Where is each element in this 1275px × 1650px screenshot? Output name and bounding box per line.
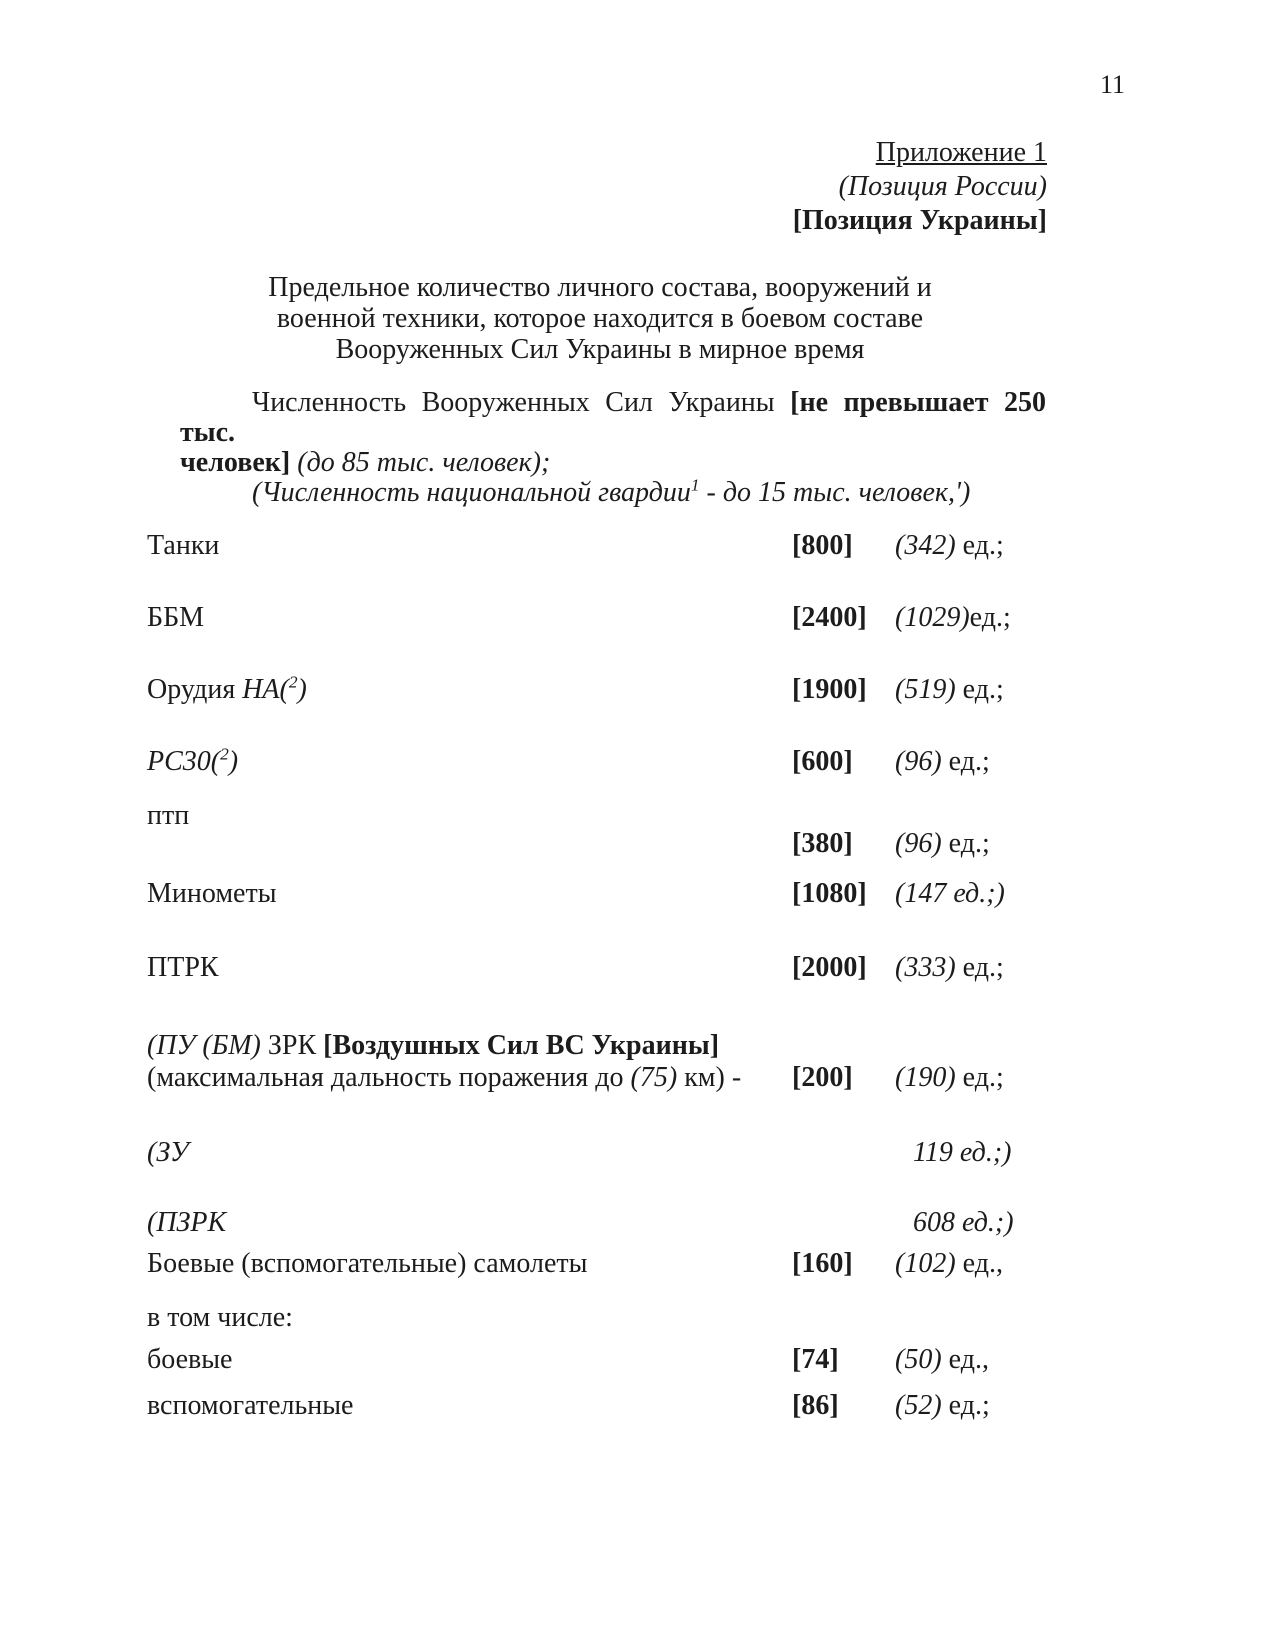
document-title-line1: Предельное количество личного состава, вооружений и <box>268 272 932 303</box>
ukraine-bracket-value: [2000] <box>792 952 867 983</box>
equipment-label: (ПЗРК <box>147 1207 227 1238</box>
equipment-label: (максимальная дальность поражения до (75) км) - <box>147 1062 742 1093</box>
equipment-row-tanks <box>147 530 1275 566</box>
equipment-label: Орудия НА($^2$) <box>147 672 307 705</box>
personnel-limit-bold-2: человек] <box>180 447 291 478</box>
russia-paren-value: (342) ед.; <box>895 530 1004 561</box>
equipment-label: Минометы <box>147 878 277 909</box>
russia-paren-value: (147 ед.;) <box>895 878 1005 909</box>
ukraine-bracket-value: [1900] <box>792 674 867 705</box>
personnel-paragraph <box>180 388 1046 508</box>
equipment-label: (ПУ (БМ) ЗРК [Воздушных Сил ВС Украины] <box>147 1030 720 1061</box>
equipment-row-combat-aircraft <box>147 1344 1275 1380</box>
equipment-label: (ЗУ <box>147 1137 189 1168</box>
ukraine-bracket-value: [380] <box>792 828 853 859</box>
annex-header <box>793 136 1047 238</box>
equipment-label: РС30($^2$) <box>147 744 239 777</box>
equipment-label: Танки <box>147 530 220 561</box>
russia-paren-value: 119 ед.;) <box>913 1137 1012 1168</box>
russia-paren-value: (50) ед., <box>895 1344 989 1375</box>
ukraine-bracket-value: [74] <box>792 1344 839 1375</box>
equipment-row-mlrs <box>147 746 1275 782</box>
equipment-row-auxiliary-aircraft <box>147 1390 1275 1426</box>
ukraine-bracket-value: [86] <box>792 1390 839 1421</box>
footnote-marker: 2 <box>288 672 298 692</box>
personnel-limit-italic: (до 85 тыс. человек); <box>290 447 551 478</box>
russia-paren-value: (1029)ед.; <box>895 602 1011 633</box>
equipment-row-sam-line1 <box>147 1030 1275 1066</box>
equipment-row-atgm <box>147 952 1275 988</box>
guard-text: (Численность национальной гвардии <box>252 477 691 508</box>
equipment-label: птп <box>147 800 190 831</box>
equipment-label: боевые <box>147 1344 233 1375</box>
equipment-row-artillery <box>147 674 1275 710</box>
document-title-line2: военной техники, которое находится в боевом составе <box>276 303 924 334</box>
annex-title: Приложение 1 <box>875 137 1047 168</box>
russia-paren-value: 608 ед.;) <box>913 1207 1014 1238</box>
ukraine-bracket-value: [2400] <box>792 602 867 633</box>
equipment-label: Боевые (вспомогательные) самолеты <box>147 1248 588 1279</box>
russia-paren-value: (190) ед.; <box>895 1062 1004 1093</box>
russia-paren-value: (102) ед., <box>895 1248 1003 1279</box>
russia-paren-value: (333) ед.; <box>895 952 1004 983</box>
russia-paren-value: (519) ед.; <box>895 674 1004 705</box>
equipment-row-apc <box>147 602 1275 638</box>
personnel-intro: Численность Вооруженных Сил Украины <box>252 387 791 418</box>
position-russia: (Позиция России) <box>838 171 1047 202</box>
ukraine-bracket-value: [1080] <box>792 878 867 909</box>
personnel-line2 <box>180 448 1046 478</box>
equipment-label: ББМ <box>147 602 205 633</box>
footnote-marker: 2 <box>220 744 229 764</box>
personnel-line1 <box>180 388 1046 448</box>
ukraine-bracket-value: [800] <box>792 530 853 561</box>
guard-text-tail: - до 15 тыс. человек,') <box>699 477 971 508</box>
personnel-guard-line <box>180 475 1046 508</box>
equipment-row-mortars <box>147 878 1275 914</box>
ukraine-bracket-value: [160] <box>792 1248 853 1279</box>
document-title <box>160 272 1040 365</box>
russia-paren-value: (52) ед.; <box>895 1390 990 1421</box>
equipment-row-aa-guns <box>147 1137 1275 1173</box>
russia-paren-value: (96) ед.; <box>895 746 990 777</box>
equipment-label: вспомогательные <box>147 1390 354 1421</box>
page-number: 11 <box>1100 70 1126 99</box>
equipment-label: ПТРК <box>147 952 219 983</box>
ukraine-bracket-value: [200] <box>792 1062 853 1093</box>
equipment-row-sam-line2 <box>147 1062 1275 1098</box>
equipment-label: в том числе: <box>147 1302 293 1333</box>
equipment-row-atguns-values <box>147 828 1275 864</box>
equipment-row-manpads <box>147 1207 1275 1243</box>
document-title-line3: Вооруженных Сил Украины в мирное время <box>335 334 865 365</box>
position-ukraine: [Позиция Украины] <box>792 205 1047 236</box>
personnel-limit-bold-1: [не превышает 250 тыс. <box>180 387 1046 448</box>
equipment-row-aircraft <box>147 1248 1275 1284</box>
guard-footnote-marker: 1 <box>690 475 700 495</box>
equipment-row-including <box>147 1302 1275 1338</box>
ukraine-bracket-value: [600] <box>792 746 853 777</box>
russia-paren-value: (96) ед.; <box>895 828 990 859</box>
